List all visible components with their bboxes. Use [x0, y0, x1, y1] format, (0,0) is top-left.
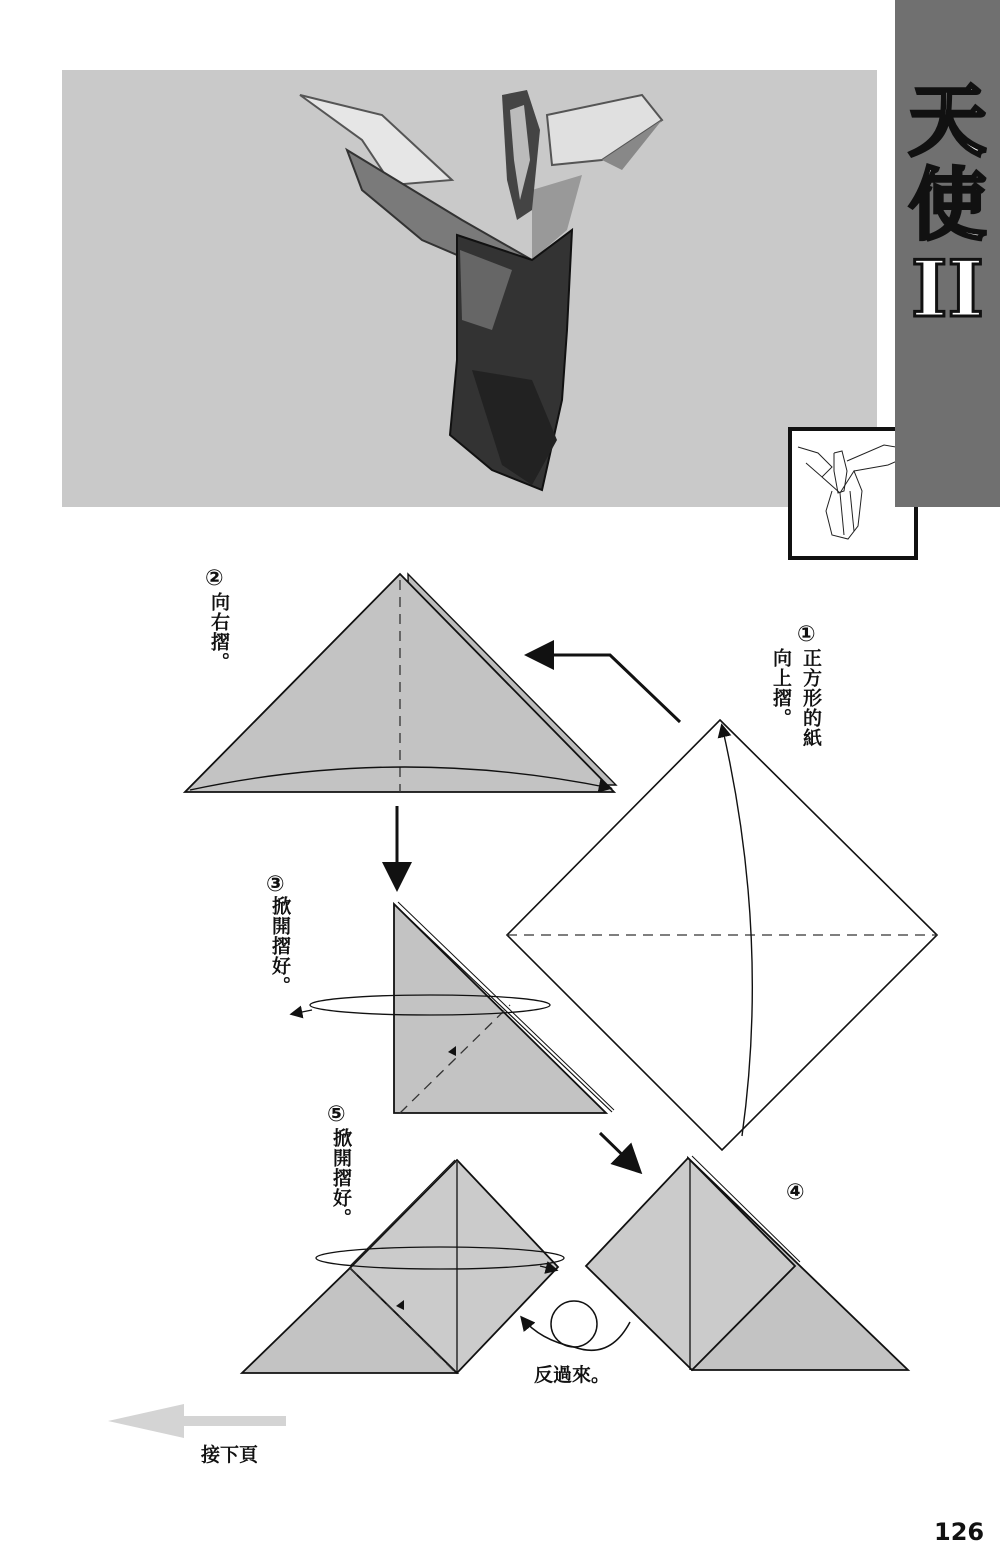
step2-triangle	[185, 574, 616, 792]
step1-label-line2: 向上摺。	[770, 648, 792, 728]
step3-label: 掀開摺好。	[269, 896, 291, 996]
step5-number: ⑤	[327, 1102, 346, 1127]
flip-symbol	[522, 1301, 630, 1350]
step4-shape	[586, 1156, 908, 1370]
step1-label: 正方形的紙	[800, 648, 822, 748]
arrow-step1-to-2	[530, 655, 680, 722]
arrow-step3-to-4	[600, 1133, 638, 1170]
title-char-2: 使	[908, 160, 987, 251]
step1-number: ①	[797, 622, 816, 647]
page-number: 126	[934, 1518, 985, 1546]
step4-number: ④	[786, 1180, 805, 1205]
step2-label: 向右摺。	[208, 592, 230, 672]
flip-label: 反過來。	[534, 1364, 611, 1386]
title-char-3: II	[911, 244, 984, 335]
next-page-arrow-icon[interactable]	[108, 1404, 288, 1438]
step5-label: 掀開摺好。	[330, 1128, 352, 1228]
title-char-1: 天	[908, 76, 987, 167]
step2-number: ②	[205, 566, 224, 591]
next-page-label[interactable]: 接下頁	[201, 1444, 259, 1466]
step3-number: ③	[266, 872, 285, 897]
step5-shape	[242, 1160, 564, 1373]
